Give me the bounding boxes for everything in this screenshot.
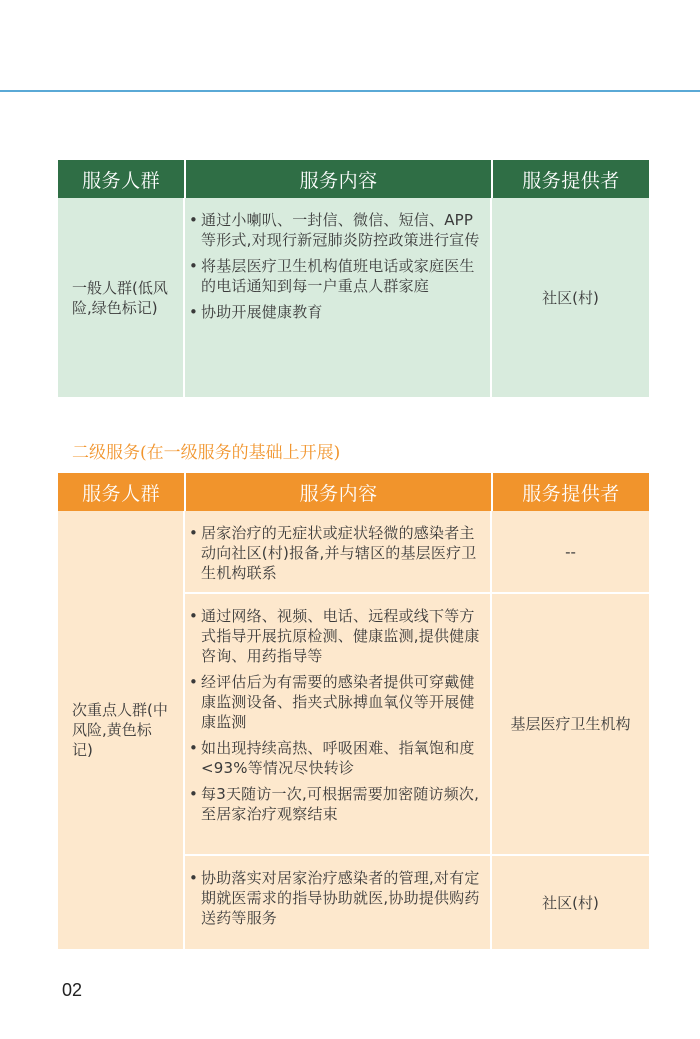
- service-provider: 社区(村): [542, 288, 599, 307]
- population-group: 一般人群(低风险,绿色标记): [58, 198, 185, 397]
- table-header: [58, 473, 649, 511]
- list-item: • 如出现持续高热、呼吸困难、指氧饱和度<93%等情况尽快转诊: [189, 738, 480, 778]
- top-divider: [0, 90, 700, 92]
- service-content: [185, 198, 492, 397]
- service-table-level-1: [58, 160, 649, 397]
- list-item: • 协助开展健康教育: [189, 302, 480, 322]
- header-population: 服务人群: [58, 473, 186, 511]
- service-content: [185, 594, 492, 854]
- table-header: [58, 160, 649, 198]
- list-item: • 每3天随访一次,可根据需要加密随访频次,至居家治疗观察结束: [189, 784, 480, 824]
- list-item: • 经评估后为有需要的感染者提供可穿戴健康监测设备、指夹式脉搏血氧仪等开展健康监测: [189, 672, 480, 732]
- service-content: [185, 511, 492, 592]
- service-provider: --: [565, 542, 576, 561]
- list-item: • 协助落实对居家治疗感染者的管理,对有定期就医需求的指导协助就医,协助提供购药送药等服务: [189, 868, 480, 928]
- header-population: 服务人群: [58, 160, 186, 198]
- table-row: [58, 198, 649, 397]
- header-content: 服务内容: [186, 160, 493, 198]
- section-title: 二级服务(在一级服务的基础上开展): [72, 443, 341, 463]
- header-content: 服务内容: [186, 473, 493, 511]
- list-item: • 将基层医疗卫生机构值班电话或家庭医生的电话通知到每一户重点人群家庭: [189, 256, 480, 296]
- list-item: • 通过小喇叭、一封信、微信、短信、APP等形式,对现行新冠肺炎防控政策进行宣传: [189, 210, 480, 250]
- table-row: [185, 856, 649, 949]
- header-provider: 服务提供者: [493, 160, 649, 198]
- service-table-level-2: [58, 473, 649, 949]
- service-provider: 社区(村): [542, 893, 599, 912]
- table-row: [185, 594, 649, 856]
- service-content: [185, 856, 492, 949]
- list-item: • 通过网络、视频、电话、远程或线下等方式指导开展抗原检测、健康监测,提供健康咨询、用药指导等: [189, 606, 480, 666]
- service-provider: 基层医疗卫生机构: [510, 715, 631, 733]
- page-number: 02: [62, 980, 83, 1000]
- list-item: • 居家治疗的无症状或症状轻微的感染者主动向社区(村)报备,并与辖区的基层医疗卫生机构联系: [189, 523, 480, 583]
- table-body: [58, 511, 649, 949]
- population-group: 次重点人群(中风险,黄色标记): [58, 511, 185, 949]
- header-provider: 服务提供者: [493, 473, 649, 511]
- table-row: [185, 511, 649, 594]
